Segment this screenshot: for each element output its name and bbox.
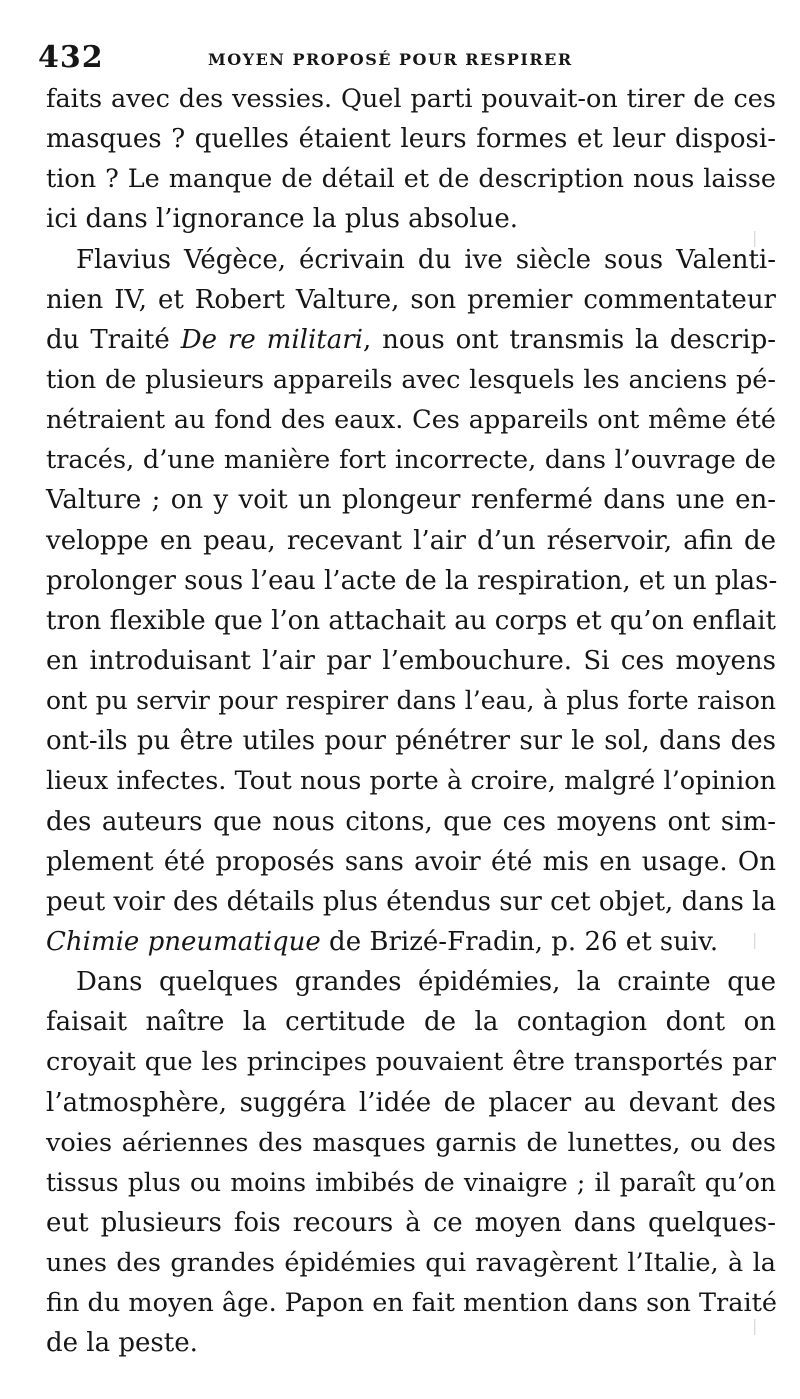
text-line: peut voir des détails plus étendus sur cet objet, dans la [46, 886, 776, 917]
text-line: Dans quelques grandes épidémies, la crainte que [76, 967, 776, 998]
text-line: tissus plus ou moins imbibés de vinaigre ; il paraît qu’on [46, 1167, 776, 1197]
page-header [38, 40, 778, 80]
text-line: lieux infectes. Tout nous porte à croire, malgré l’opinion [46, 766, 776, 797]
text-line: tron flexible que l’on attachait au corps et qu’on enflait [46, 605, 776, 636]
text-line: ici dans l’ignorance la plus absolue. [46, 204, 519, 235]
text-run: , nous ont transmis la descrip- [362, 324, 777, 355]
text-line: ont-ils pu être utiles pour pénétrer sur le sol, dans des [46, 726, 776, 757]
text-line: Valture ; on y voit un plongeur renfermé dans une en- [46, 485, 776, 516]
text-line: eut plusieurs fois recours à ce moyen dans quelques- [46, 1207, 776, 1238]
text-line [46, 320, 776, 360]
text-line: tion de plusieurs appareils avec lesquels les anciens pé- [46, 364, 776, 395]
italic-title: De re militari [180, 324, 363, 355]
text-line: ont pu servir pour respirer dans l’eau, à plus forte raison [46, 686, 776, 716]
text-line: nien IV, et Robert Valture, son premier commentateur [46, 284, 776, 315]
text-line: veloppe en peau, recevant l’air d’un réservoir, afin de [46, 525, 776, 556]
running-head: MOYEN PROPOSÉ POUR RESPIRER [208, 50, 573, 69]
text-line: nétraient au fond des eaux. Ces appareils ont même été [46, 405, 776, 436]
text-line: unes des grandes épidémies qui ravagèrent l’Italie, à la [46, 1248, 776, 1279]
text-line: faisait naître la certitude de la contagion dont on [46, 1007, 776, 1038]
text-line: tion ? Le manque de détail et de description nous laisse [46, 164, 776, 195]
italic-title: Chimie pneumatique [46, 926, 321, 957]
text-line: de la peste. [46, 1328, 198, 1359]
text-line: faits avec des vessies. Quel parti pouvait-on tirer de ces [46, 84, 776, 114]
text-line: tracés, d’une manière fort incorrecte, dans l’ouvrage de [46, 445, 776, 476]
bleed-through-mark: | [752, 1316, 758, 1335]
text-run: de Brizé-Fradin, p. 26 et suiv. [320, 926, 719, 957]
body-text [46, 79, 776, 1364]
text-line: en introduisant l’air par l’embouchure. Si ces moyens [46, 645, 776, 676]
text-line: fin du moyen âge. Papon en fait mention dans son Traité [46, 1288, 777, 1319]
text-line: des auteurs que nous citons, que ces moyens ont sim- [46, 806, 776, 837]
text-line: prolonger sous l’eau l’acte de la respiration, et un plas- [46, 565, 778, 596]
text-line: croyait que les principes pouvaient être transportés par [46, 1047, 776, 1078]
text-line: plement été proposés sans avoir été mis en usage. On [46, 846, 776, 877]
text-run: du Traité [46, 324, 181, 355]
text-line: l’atmosphère, suggéra l’idée de placer au devant des [46, 1087, 776, 1118]
text-line [46, 922, 776, 962]
text-line: Flavius Végèce, écrivain du ive siècle sous Valenti- [76, 244, 776, 275]
text-line: masques ? quelles étaient leurs formes et leur disposi- [46, 124, 776, 155]
page-number: 432 [38, 40, 104, 75]
text-line: voies aériennes des masques garnis de lunettes, ou des [46, 1127, 776, 1158]
bleed-through-mark: | [752, 228, 758, 247]
bleed-through-mark: | [752, 930, 758, 949]
